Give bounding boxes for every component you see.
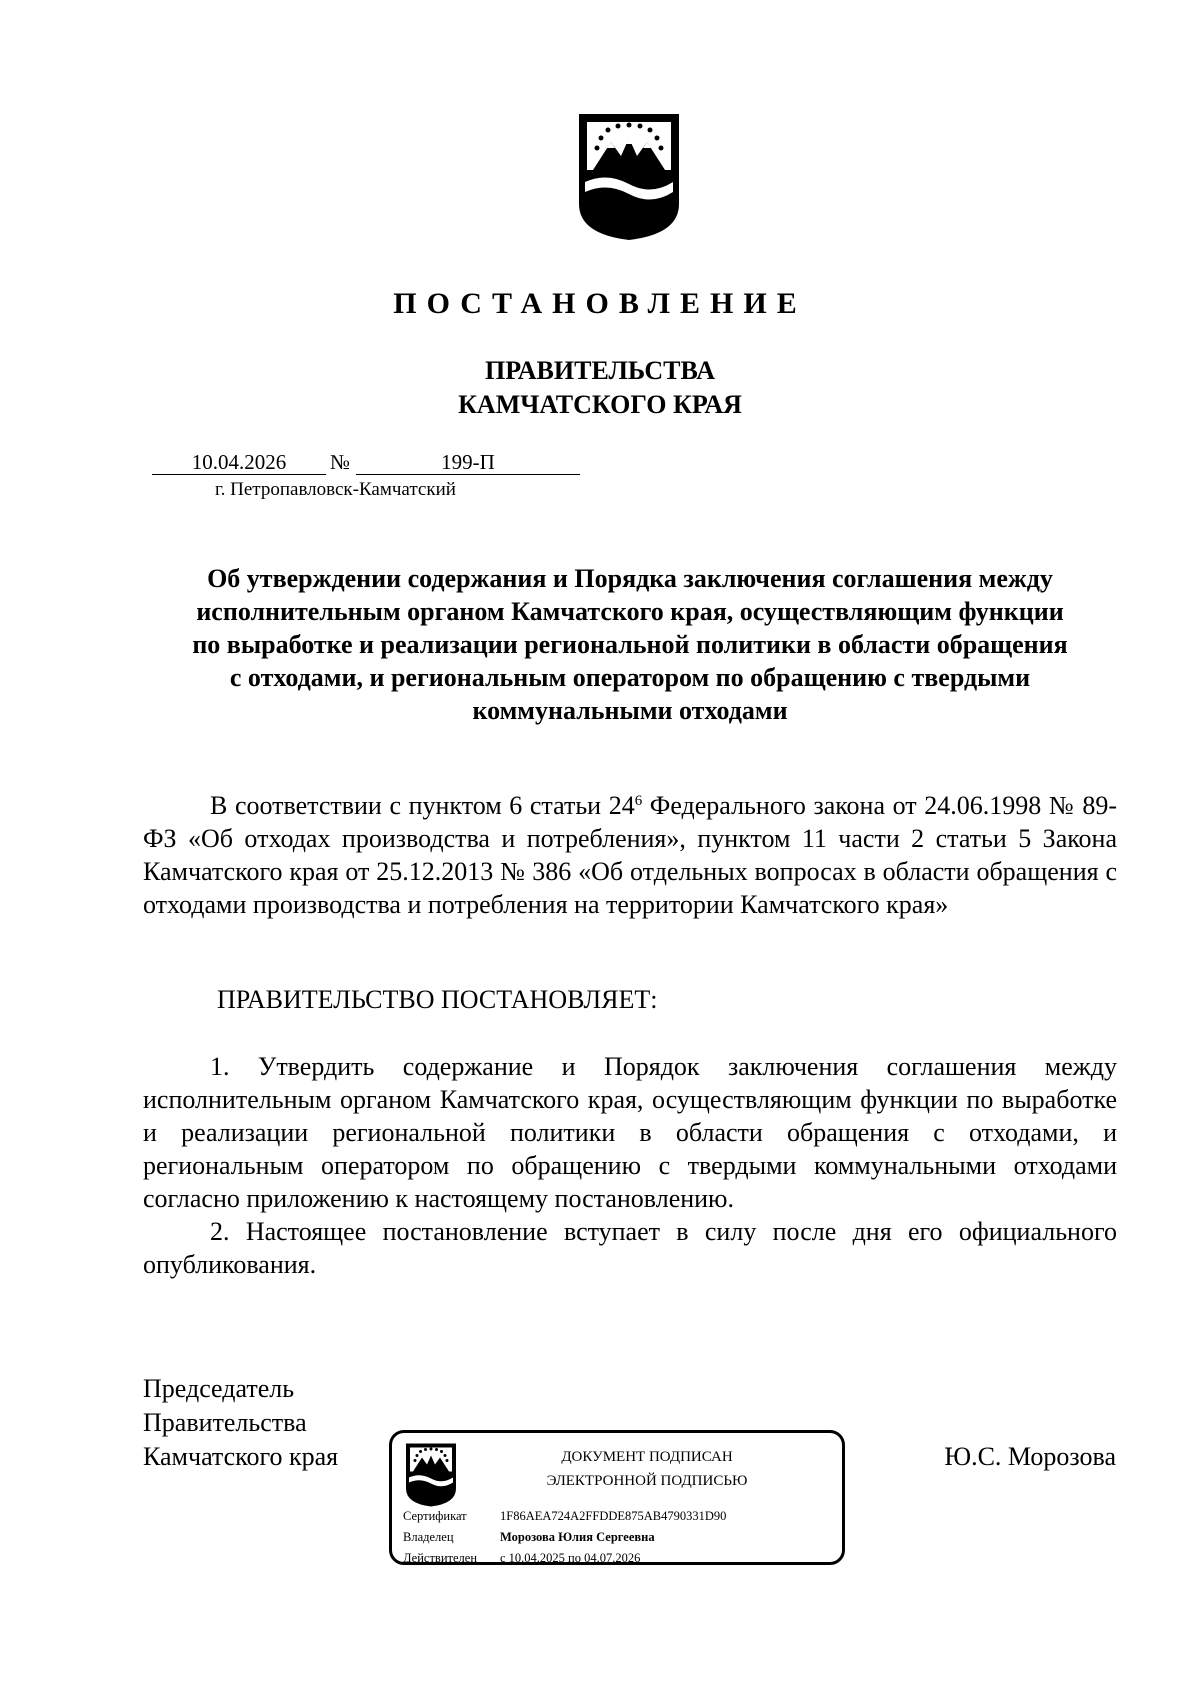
decree-item: 2. Настоящее постановление вступает в силу после дня его официального опубликования. [143,1217,1117,1279]
stamp-owner-row [403,1529,655,1546]
preamble-text: В соответствии с пунктом 6 статьи 24 [210,791,635,820]
government-name-line: КАМЧАТСКОГО КРАЯ [458,390,742,419]
subject-line: Об утверждении содержания и Порядка заключения соглашения между [207,564,1053,593]
validity-value: с 10.04.2025 по 04.07.2026 [500,1551,641,1565]
stamp-title-line: ДОКУМЕНТ ПОДПИСАН [561,1449,733,1465]
stamp-title-line: ЭЛЕКТРОННОЙ ПОДПИСЬЮ [546,1473,748,1489]
position-line: Камчатского края [143,1442,339,1471]
decree-item: 1. Утвердить содержание и Порядок заключения соглашения между исполнительным органом Камчатского края, осуществляющим функции по выработке и реализации региональной политики в области обращения с отходами, и региональным оператором по обращению с твердыми коммунальными отходами согласно приложению к настоящему постановлению. [143,1052,1117,1213]
document-subject [140,562,1120,727]
subject-line: исполнительным органом Камчатского края, осуществляющим функции [196,597,1064,626]
validity-label: Действителен [403,1551,478,1565]
stamp-title [462,1445,832,1493]
signatory-name: Ю.С. Морозова [944,1442,1116,1471]
certificate-label: Сертификат [403,1509,467,1523]
government-name [0,354,1200,422]
document-city: г. Петропавловск-Камчатский [215,479,456,500]
preamble-text: Федерального закона от 24.06.1998 № 89-ФЗ «Об отходах производства и потребления», пунктом 11 части 2 статьи 5 Закона Камчатского края от 25.12.2013 № 386 «Об отдельных вопросах в области обращения с отходами производства и потребления на территории Камчатского края» [143,791,1117,919]
certificate-value: 1F86AEA724A2FFDDE875AB4790331D90 [500,1509,727,1523]
position-line: Правительства [143,1408,307,1437]
document-number: 199-П [356,450,580,475]
owner-value: Морозова Юлия Сергеевна [500,1530,655,1544]
subject-line: коммунальными отходами [472,696,788,725]
stamp-certificate-row [403,1508,726,1525]
subject-line: по выработке и реализации региональной политики в области обращения [192,630,1068,659]
coat-of-arms-icon [577,112,681,242]
preamble-superscript: 6 [634,793,643,809]
signatory-position [143,1372,338,1474]
preamble-paragraph [143,789,1117,921]
electronic-signature-stamp [389,1430,845,1565]
stamp-validity-row [403,1550,640,1567]
owner-label: Владелец [403,1530,454,1544]
government-name-line: ПРАВИТЕЛЬСТВА [485,356,715,385]
document-date: 10.04.2026 [152,450,326,475]
number-sign: № [330,450,351,474]
position-line: Председатель [143,1374,295,1403]
decree-heading: ПРАВИТЕЛЬСТВО ПОСТАНОВЛЯЕТ: [217,985,658,1014]
subject-line: с отходами, и региональным оператором по обращению с твердыми [229,663,1031,692]
date-number-line [152,450,580,476]
stamp-emblem-icon [405,1442,457,1508]
decree-items [143,1050,1117,1281]
document-title: ПОСТАНОВЛЕНИЕ [393,287,807,320]
